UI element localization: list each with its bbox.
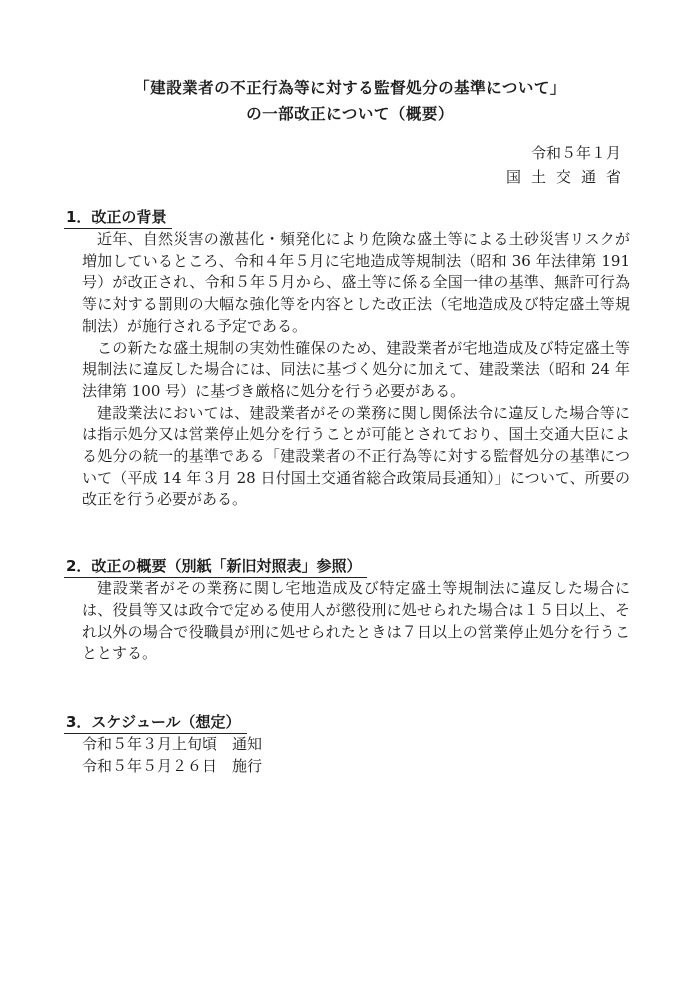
section-1-heading: 1．改正の背景 bbox=[66, 207, 700, 229]
section-1-paragraph-1: 近年、自然災害の激甚化・頻発化により危険な盛土等による土砂災害リスクが増加しているところ、令和４年５月に宅地造成等規制法（昭和 36 年法律第 191 号）が改正され、令和５年５月から、盛土等に係る全国一律の基準、無許可行為等に対する罰則の大幅な強化等を内容とした改正法（宅地造成及び特定盛土等規制法）が施行される予定である。 bbox=[82, 230, 630, 335]
schedule-item-notification: 令和５年３月上旬頃 通知 bbox=[82, 734, 263, 753]
schedule-item-enforcement: 令和５年５月２６日 施行 bbox=[82, 756, 263, 775]
document-title-line1: 「建設業者の不正行為等に対する監督処分の基準について」 bbox=[134, 79, 566, 97]
organization-name: 国土交通省 bbox=[505, 168, 631, 186]
section-2-heading: 2．改正の概要（別紙「新旧対照表」参照） bbox=[66, 556, 700, 578]
document-title bbox=[0, 0, 700, 127]
document-title-line2: の一部改正について（概要） bbox=[246, 105, 454, 123]
document-date: 令和５年１月 bbox=[530, 144, 621, 162]
section-schedule bbox=[0, 712, 700, 777]
section-1-paragraph-2: この新たな盛土規制の実効性確保のため、建設業者が宅地造成及び特定盛土等規制法に違反した場合には、同法に基づく処分に加えて、建設業法（昭和 24 年法律第 100 号）に基づき厳格に処分を行う必要がある。 bbox=[82, 338, 630, 400]
section-2-paragraph-1: 建設業者がその業務に関し宅地造成及び特定盛土等規制法に違反した場合には、役員等又は政令で定める使用人が懲役刑に処せられた場合は１５日以上、それ以外の場合で役職員が刑に処せられたときは７日以上の営業停止処分を行うこととする。 bbox=[82, 579, 630, 663]
date-block bbox=[0, 141, 700, 189]
section-overview bbox=[0, 556, 700, 665]
section-background bbox=[0, 207, 700, 511]
section-3-heading: 3．スケジュール（想定） bbox=[66, 712, 700, 734]
section-1-paragraph-3: 建設業法においては、建設業者がその業務に関し関係法令に違反した場合等には指示処分又は営業停止処分を行うことが可能とされており、国土交通大臣による処分の統一的基準である「建設業者の不正行為等に対する監督処分の基準について（平成 14 年３月 28 日付国土交通省総合政策局長通知）」について、所要の改正を行う必要がある。 bbox=[82, 403, 630, 509]
